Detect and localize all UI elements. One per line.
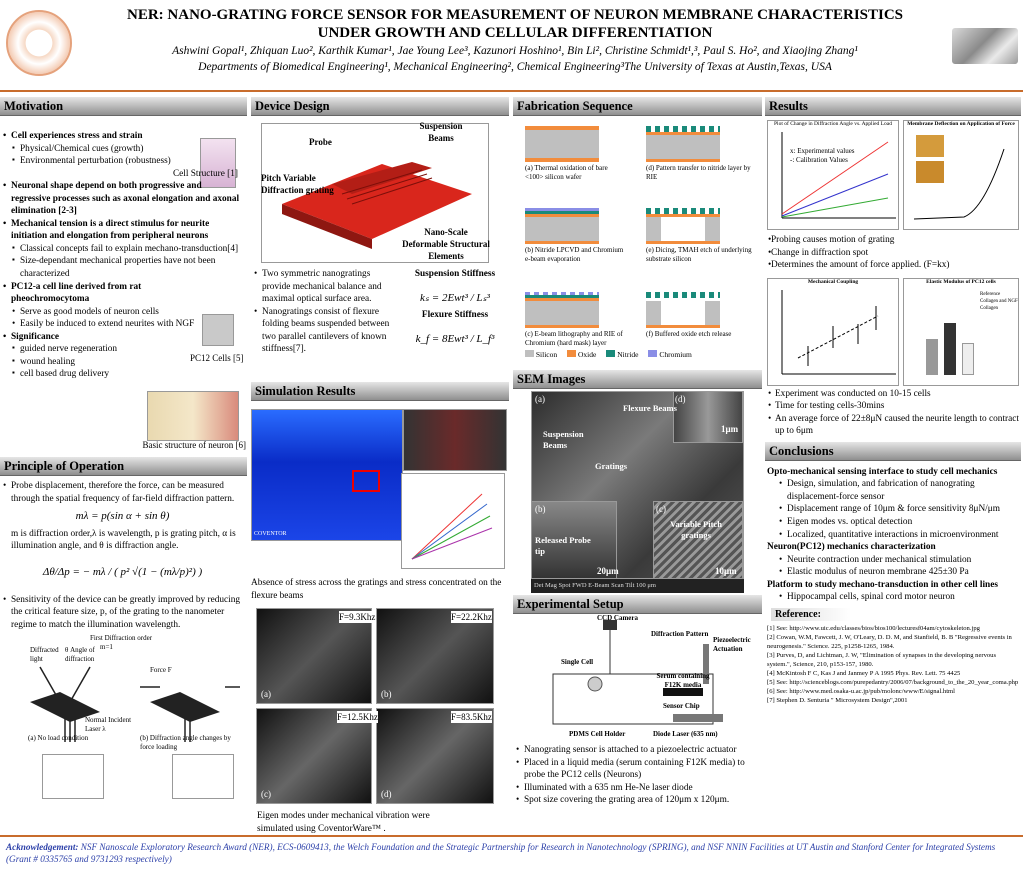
motivation-subitem: ▪ Classical concepts fail to explain mechano-transduction[4] xyxy=(0,243,240,256)
departments: Departments of Biomedical Engineering¹, Mechanical Engineering², Chemical Engineering³The University of Texas at Austin,Texas, USA xyxy=(198,60,832,73)
sem-label: (d) xyxy=(675,394,686,404)
stress-zoom xyxy=(403,409,507,471)
modulus-legend: Reference Collagen and NGF Collagen xyxy=(980,291,1018,311)
suspension-stiffness-label: Suspension Stiffness xyxy=(414,269,496,279)
results-bullet: • Time for testing cells-30mins xyxy=(765,400,1021,413)
reference-item: [5] See: http://scienceblogs.com/purepedantry/2006/07/background_to_the_20_year_coma.php xyxy=(767,679,1019,687)
setup-bullets xyxy=(513,744,762,807)
ack-text: NSF Nanoscale Exploratory Research Award (NER), ECS-0609413, the Welch Foundation and the Strategic Partnership for Research in Nanotechnology (SPRING), and NSF NNIN Facilities at UT Austin and Stanford Center for Integrated Systems (Grant # 0335765 and 9731293 respectively) xyxy=(6,842,996,864)
setup-label: Sensor Chip xyxy=(663,702,700,710)
reference-item: [6] See: http://www.med.osaka-u.ac.jp/pub/molonc/www/E/signal.html xyxy=(767,688,956,696)
conclusion-item: • Eigen modes vs. optical detection xyxy=(767,516,1019,529)
freq-label: F=9.3Khz xyxy=(339,612,376,623)
results-bullets-2 xyxy=(765,388,1021,438)
motivation-item: • Neuronal shape depend on both progressive and regressive processes such as axonal elongation and axonal elimination [2-3] xyxy=(0,180,240,218)
chart-plot xyxy=(768,128,900,228)
acknowledgement xyxy=(0,835,1023,869)
sem-label: Variable Pitch gratings xyxy=(670,519,722,541)
setup-label: PDMS Cell Holder xyxy=(569,730,626,738)
header-rule xyxy=(0,90,1023,92)
motivation-heading: Motivation xyxy=(0,97,247,116)
coventor-label: COVENTOR xyxy=(254,530,287,537)
results-heading: Results xyxy=(765,97,1021,116)
fab-step-b xyxy=(525,208,599,244)
results-charts-bottom xyxy=(765,274,1021,388)
device-heading: Device Design xyxy=(251,97,509,116)
freq-label: F=22.2Khz xyxy=(451,612,492,623)
deflection-curve xyxy=(904,129,1020,229)
motivation-subitem: ▪ Environmental perturbation (robustness) xyxy=(0,155,190,168)
motivation-item: • Significance xyxy=(0,331,240,344)
motivation-item: • Mechanical tension is a direct stimulus for neurite initiation and elongation from peripheral neurons xyxy=(0,218,240,243)
diffraction-pattern-b xyxy=(172,754,234,799)
results-bullet: • Experiment was conducted on 10-15 cells xyxy=(765,388,1021,401)
sem-label: Suspension Beams xyxy=(543,429,584,451)
stress-simulation xyxy=(251,409,403,541)
conclusions-body xyxy=(765,461,1021,706)
fab-legend: Silicon Oxide Nitride Chromium xyxy=(525,350,692,360)
fig-label: Diffracted light xyxy=(30,645,59,663)
eigenmode-grid xyxy=(251,608,509,808)
panel-label: (d) xyxy=(381,789,392,800)
motivation-body xyxy=(0,116,247,451)
diffraction-pattern-a xyxy=(42,754,104,799)
zoom-box xyxy=(352,470,380,492)
fabrication-figure xyxy=(513,116,762,366)
reference-item: [7] Stephen D. Senturia " Microsystem Design",2001 xyxy=(767,697,908,705)
setup-label: Diffraction Pattern xyxy=(651,630,709,638)
chart-title: Mechanical Coupling xyxy=(807,278,859,285)
flexure-stiffness-label: Flexure Stiffness xyxy=(421,310,489,321)
motivation-subitem: • Serve as good models of neuron cells xyxy=(0,306,240,319)
sem-label: (b) xyxy=(535,504,546,514)
diffraction-load-chart xyxy=(767,120,899,230)
conclusion-item: • Localized, quantitative interactions in microenvironment xyxy=(767,529,1019,542)
sem-footer: Det Mag Spot FWD E-Beam Scan Tilt 100 μm xyxy=(531,579,744,593)
results-bullet: • Determines the amount of force applied. (F=kx) xyxy=(765,259,1021,272)
reference-item: [1] See: http://www.uic.edu/classes/bios/bios100/lecturesf04am/cytoskeleton.jpg xyxy=(767,625,980,633)
column-1 xyxy=(0,97,247,799)
membrane-deflection-chart xyxy=(903,120,1019,230)
results-bullets-1 xyxy=(765,234,1021,272)
poster-header xyxy=(120,6,910,75)
force-plot-lines xyxy=(402,474,506,570)
panel-label: (c) xyxy=(261,789,271,800)
fig-caption: (b) Diffraction angle changes by force loading xyxy=(140,733,231,751)
university-seal-logo xyxy=(6,10,72,76)
principle-paragraph: • Probe displacement, therefore the force, can be measured through the spatial frequency of far-field diffraction pattern. xyxy=(0,480,245,505)
reference-heading: Reference: xyxy=(771,608,851,622)
reference-item: [2] Cowan, W.M, Fawcett, J. W, O'Leary, D. D. M, and Stanfield, B. B "Regressive events in neurogenesis." Science. 225, p1258-1265, 1984. xyxy=(767,634,1012,651)
fab-caption: (b) Nitride LPCVD and Chromium e-beam evaporation xyxy=(525,246,624,264)
chart-title: Elastic Modulus of PC12 cells xyxy=(926,278,996,285)
fabrication-heading: Fabrication Sequence xyxy=(513,97,762,116)
motivation-subitem: • Easily be induced to extend neurites with NGF xyxy=(0,318,240,331)
column-2 xyxy=(251,97,509,835)
fab-caption: (c) E-beam lithography and RIE of Chromium (hard mask) layer xyxy=(525,330,623,348)
panel-label: (b) xyxy=(381,689,392,700)
motivation-item: • Cell experiences stress and strain xyxy=(0,130,240,143)
conclusion-heading: Neuron(PC12) mechanics characterization xyxy=(767,542,936,553)
fig-caption: (a) No load condition xyxy=(28,733,89,742)
reference-item: [3] Purves, D, and Lichtman, J. W, "Elimination of synapses in the developing nervous system.", Science, 210, p153-157, 1980. xyxy=(767,652,997,669)
column-3 xyxy=(513,97,762,807)
freq-label: F=12.5Khz xyxy=(337,712,378,723)
pc12-caption: PC12 Cells [5] xyxy=(190,353,244,363)
neuron-structure-image xyxy=(147,391,239,441)
motivation-subitem: ▪ guided nerve regeneration xyxy=(0,343,240,356)
ks-equation: kₛ = 2Ewt³ / Lₛ³ xyxy=(420,291,490,304)
device-text xyxy=(251,268,509,382)
principle-body xyxy=(0,476,247,799)
neuron-caption: Basic structure of neuron [6] xyxy=(142,440,246,450)
fab-step-d xyxy=(646,126,720,162)
force-displacement-plot xyxy=(401,473,505,569)
conclusion-heading: Platform to study mechano-transduction in other cell lines xyxy=(767,579,998,590)
diffraction-figure xyxy=(0,634,245,799)
sem-label: Flexure Beams xyxy=(623,403,677,413)
authors: Ashwini Gopal¹, Zhiquan Luo², Karthik Kumar¹, Jae Young Lee³, Kazunori Hoshino¹, Bin Li², Christine Schmidt¹,³, Paul S. Ho², and Xiaojing Zhang¹ xyxy=(172,45,858,57)
fab-caption: (a) Thermal oxidation of bare <100> silicon wafer xyxy=(525,164,608,182)
ack-label: Acknowledgement: xyxy=(6,842,79,852)
principle-paragraph: m is diffraction order,λ is wavelength, p is grating pitch, α is illumination angle, and θ is diffraction angle. xyxy=(11,528,236,552)
conclusion-item: • Neurite contraction under mechanical stimulation xyxy=(767,554,1019,567)
simulation-caption2: Eigen modes under mechanical vibration were simulated using CoventorWare™ . xyxy=(257,811,430,834)
sem-heading: SEM Images xyxy=(513,370,762,389)
chart-legend: x: Experimental values -: Calibration Values xyxy=(790,147,855,164)
label-probe: Probe xyxy=(309,137,332,147)
fig-label: First Diffraction order xyxy=(90,633,153,642)
device-photo xyxy=(952,28,1018,64)
conclusion-item: • Displacement range of 10μm & force sensitivity 8μN/μm xyxy=(767,503,1019,516)
fab-step-a xyxy=(525,126,599,162)
results-bullet: • Probing causes motion of grating xyxy=(765,234,1021,247)
setup-bullet: • Spot size covering the grating area of 120μm x 120μm. xyxy=(513,794,762,807)
motivation-subitem: ▪ wound healing xyxy=(0,356,240,369)
principle-heading: Principle of Operation xyxy=(0,457,247,476)
fab-caption: (d) Pattern transfer to nitride layer by RIE xyxy=(646,164,751,182)
panel-label: (a) xyxy=(261,689,271,700)
reference-item: [4] McKintosh F C, Kas J and Janmey P A 1995 Phys. Rev. Lett. 75 4425 xyxy=(767,670,961,678)
principle-paragraph: • Sensitivity of the device can be greatly improved by reducing the critical feature size, p, of the grating to the nanometer regime to match the illumination wavelength. xyxy=(0,594,245,632)
column-4 xyxy=(765,97,1021,705)
fig-label: Force F xyxy=(150,665,172,674)
motivation-subitem: ▪ Size-dependant mechanical properties have not been characterized xyxy=(0,255,240,280)
device-bullet: • Two symmetric nanogratings provide mechanical balance and maximal optical surface area. xyxy=(251,268,399,306)
setup-label: CCD Camera xyxy=(597,614,639,622)
fab-step-e xyxy=(646,208,720,244)
chart-title: Plot of Change in Diffraction Angle vs. Applied Load xyxy=(774,121,892,127)
sem-figure xyxy=(513,389,762,595)
setup-label: Piezoelectric Actuation xyxy=(713,636,751,654)
simulation-caption1: Absence of stress across the gratings and stress concentrated on the flexure beams xyxy=(251,578,502,601)
conclusions-heading: Conclusions xyxy=(765,442,1021,461)
simulation-heading: Simulation Results xyxy=(251,382,509,401)
setup-label: Diode Laser (635 nm) xyxy=(653,730,718,738)
stiffness-box xyxy=(403,268,507,347)
setup-figure xyxy=(513,614,762,742)
setup-label: Single Cell xyxy=(561,658,594,666)
motivation-subitem: ▪ cell based drug delivery xyxy=(0,368,240,381)
sem-label: Gratings xyxy=(595,461,628,471)
chart-title: Membrane Deflection on Application of Force xyxy=(907,121,1015,127)
fig-label: Normal Incident Laser λ xyxy=(85,715,132,733)
results-bullet: • An average force of 22±8μN caused the neurite length to contract up to 6μm xyxy=(765,413,1021,438)
motivation-item: • PC12-a cell line derived from rat pheochromocytoma xyxy=(0,281,195,306)
setup-diagram xyxy=(513,614,762,742)
sem-label: (a) xyxy=(535,394,545,404)
poster-title: NER: NANO-GRATING FORCE SENSOR FOR MEASUREMENT OF NEURON MEMBRANE CHARACTERISTICS UNDER GROWTH AND CELLULAR DIFFERENTIATION xyxy=(126,7,904,41)
setup-bullet: • Illuminated with a 635 nm He-Ne laser diode xyxy=(513,782,762,795)
scale-bar: 1μm xyxy=(721,424,739,434)
results-bullet: • Change in diffraction spot xyxy=(765,247,1021,260)
coupling-plot xyxy=(768,286,900,384)
cell-structure-caption: Cell Structure [1] xyxy=(172,168,238,179)
fig-label: m=1 xyxy=(100,642,113,651)
kf-equation: k_f = 8Ewt³ / L_f³ xyxy=(415,332,495,345)
label-suspension: Suspension Beams xyxy=(419,121,463,144)
motivation-subitem: ▪ Physical/Chemical cues (growth) xyxy=(0,143,190,156)
simulation-figure xyxy=(251,401,509,571)
mechanical-coupling-chart xyxy=(767,278,899,386)
setup-heading: Experimental Setup xyxy=(513,595,762,614)
setup-bullet: • Placed in a liquid media (serum containing F12K media) to probe the PC12 cells (Neurons) xyxy=(513,757,762,782)
conclusion-item: • Design, simulation, and fabrication of nanograting displacement-force sensor xyxy=(767,478,1019,503)
grating-equation: mλ = p(sin α + sin θ) xyxy=(75,510,170,523)
results-charts-top xyxy=(765,116,1021,234)
fab-step-f xyxy=(646,292,720,328)
elastic-modulus-chart xyxy=(903,278,1019,386)
conclusion-item: • Hippocampal cells, spinal cord motor neuron xyxy=(767,591,1019,604)
device-bullet: • Nanogratings consist of flexure folding beams suspended between two parallel cantilevers of known stiffness[7]. xyxy=(251,306,399,356)
conclusion-item: • Elastic modulus of neuron membrane 425±30 Pa xyxy=(767,566,1019,579)
label-pitch: Pitch Variable Diffraction grating xyxy=(261,173,334,196)
reference-list xyxy=(767,624,1019,705)
label-nano: Nano-Scale Deformable Structural Elements xyxy=(402,227,490,262)
device-figure xyxy=(251,116,509,268)
fab-step-c xyxy=(525,292,599,328)
fab-caption: (e) Dicing, TMAH etch of underlying substrate silicon xyxy=(646,246,752,264)
setup-bullet: • Nanograting sensor is attached to a piezoelectric actuator xyxy=(513,744,762,757)
setup-label: Serum containing F12K media xyxy=(656,672,710,690)
sem-label: (c) xyxy=(656,504,666,514)
freq-label: F=83.5Khz xyxy=(451,712,492,723)
scale-bar: 20μm xyxy=(597,566,619,576)
sem-label: Released Probe tip xyxy=(535,535,591,557)
fig-label: θ Angle of diffraction xyxy=(65,645,95,663)
fab-caption: (f) Buffered oxide etch release xyxy=(646,330,732,338)
scale-bar: 10μm xyxy=(715,566,737,576)
conclusion-heading: Opto-mechanical sensing interface to study cell mechanics xyxy=(767,466,998,477)
sensitivity-equation: Δθ/Δp = − mλ / ( p² √(1 − (mλ/p)²) ) xyxy=(42,566,203,579)
